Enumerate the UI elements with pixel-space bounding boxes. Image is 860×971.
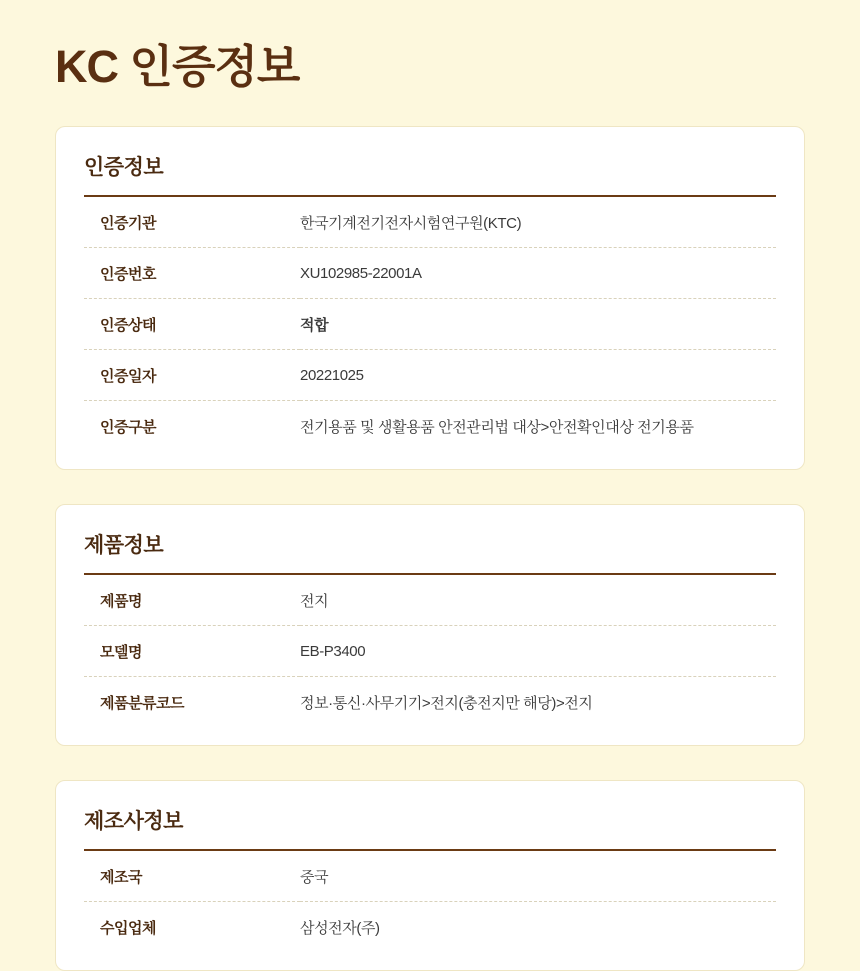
row-label: 인증일자 <box>100 368 156 385</box>
row-value: 한국기계전기전자시험연구원(KTC) <box>300 215 522 232</box>
row-label: 인증구분 <box>100 419 156 436</box>
card-title: 인증정보 <box>84 156 164 179</box>
card-list <box>0 126 860 971</box>
row-label: 인증기관 <box>100 215 156 232</box>
table-row <box>84 197 776 248</box>
row-value: 삼성전자(주) <box>300 920 380 937</box>
info-card <box>55 780 805 971</box>
row-label: 인증상태 <box>100 317 156 334</box>
row-label: 수입업체 <box>100 920 156 937</box>
table-row <box>84 299 776 350</box>
table-row <box>84 851 776 902</box>
row-value: XU102985-22001A <box>300 265 422 282</box>
info-table <box>84 575 776 727</box>
row-label: 제품분류코드 <box>100 695 184 712</box>
row-label: 제조국 <box>100 869 142 886</box>
row-label: 모델명 <box>100 644 142 661</box>
status-badge: 적합 <box>300 317 329 334</box>
info-table <box>84 197 776 451</box>
table-row <box>84 350 776 401</box>
table-row <box>84 401 776 452</box>
table-row <box>84 626 776 677</box>
row-value: EB-P3400 <box>300 643 366 660</box>
row-value: 중국 <box>300 869 329 886</box>
row-value: 전기용품 및 생활용품 안전관리법 대상>안전확인대상 전기용품 <box>300 419 694 436</box>
row-value: 20221025 <box>300 367 364 384</box>
table-row <box>84 677 776 728</box>
card-title: 제품정보 <box>84 534 164 557</box>
row-label: 제품명 <box>100 593 142 610</box>
page-title: KC 인증정보 <box>55 41 300 92</box>
row-value: 전지 <box>300 593 329 610</box>
row-value: 정보·통신·사무기기>전지(충전지만 해당)>전지 <box>300 695 593 712</box>
info-card <box>55 504 805 746</box>
row-label: 인증번호 <box>100 266 156 283</box>
info-table <box>84 851 776 952</box>
table-row <box>84 248 776 299</box>
info-card <box>55 126 805 470</box>
table-row <box>84 575 776 626</box>
card-title: 제조사정보 <box>84 810 183 833</box>
